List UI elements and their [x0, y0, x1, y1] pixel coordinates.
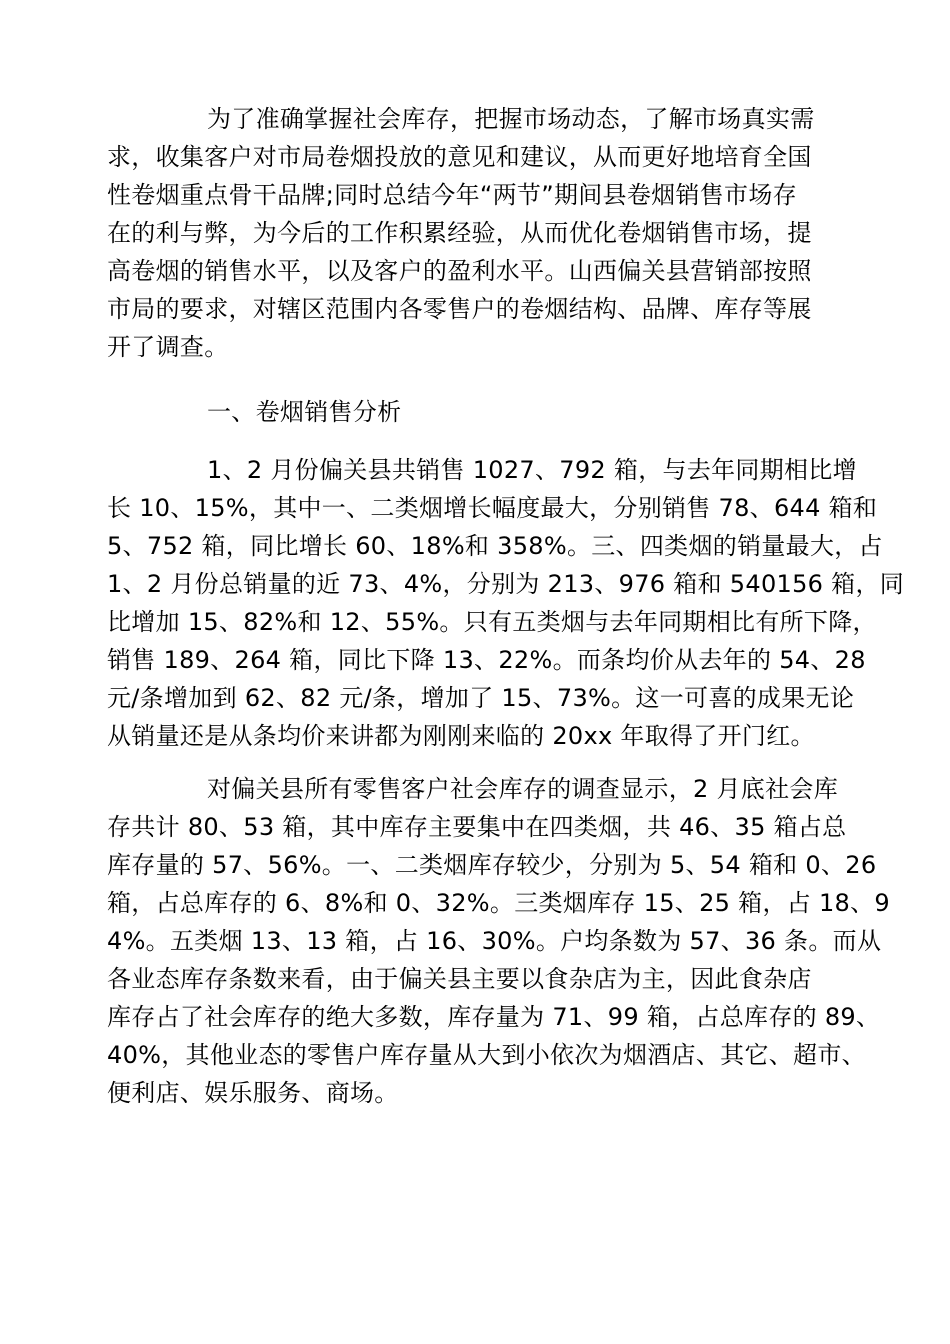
text-line: 40%，其他业态的零售户库存量从大到小依次为烟酒店、其它、超市、 [107, 1041, 866, 1069]
text-line: 存共计 80、53 箱，其中库存主要集中在四类烟，共 46、35 箱占总 [107, 813, 847, 841]
section-heading [107, 393, 867, 431]
text-line: 求，收集客户对市局卷烟投放的意见和建议，从而更好地培育全国 [107, 143, 812, 171]
heading-text: 一、卷烟销售分析 [207, 398, 402, 426]
text-line: 在的利与弊，为今后的工作积累经验，从而优化卷烟销售市场，提 [107, 219, 812, 247]
text-line: 市局的要求，对辖区范围内各零售户的卷烟结构、品牌、库存等展 [107, 295, 812, 323]
text-line: 库存占了社会库存的绝大多数，库存量为 71、99 箱，占总库存的 89、 [107, 1003, 881, 1031]
intro-paragraph [107, 100, 867, 366]
text-line: 各业态库存条数来看，由于偏关县主要以食杂店为主，因此食杂店 [107, 965, 812, 993]
text-line: 销售 189、264 箱，同比下降 13、22%。而条均价从去年的 54、28 [107, 646, 866, 674]
text-line: 对偏关县所有零售客户社会库存的调查显示，2 月底社会库 [207, 775, 838, 803]
text-line: 从销量还是从条均价来讲都为刚刚来临的 20xx 年取得了开门红。 [107, 722, 815, 750]
text-line: 1、2 月份偏关县共销售 1027、792 箱，与去年同期相比增 [207, 456, 857, 484]
text-line: 比增加 15、82%和 12、55%。只有五类烟与去年同期相比有所下降， [107, 608, 877, 636]
text-line: 便利店、娱乐服务、商场。 [107, 1079, 399, 1107]
text-line: 箱，占总库存的 6、8%和 0、32%。三类烟库存 15、25 箱，占 18、9 [107, 889, 890, 917]
text-line: 5、752 箱，同比增长 60、18%和 358%。三、四类烟的销量最大，占 [107, 532, 883, 560]
text-line: 4%。五类烟 13、13 箱，占 16、30%。户均条数为 57、36 条。而从 [107, 927, 882, 955]
text-line: 长 10、15%，其中一、二类烟增长幅度最大，分别销售 78、644 箱和 [107, 494, 878, 522]
text-line: 高卷烟的销售水平，以及客户的盈利水平。山西偏关县营销部按照 [107, 257, 812, 285]
inventory-paragraph [107, 770, 890, 1112]
text-line: 为了准确掌握社会库存，把握市场动态，了解市场真实需 [207, 105, 815, 133]
sales-analysis-paragraph [107, 451, 905, 755]
text-line: 开了调查。 [107, 333, 229, 361]
text-line: 性卷烟重点骨干品牌;同时总结今年“两节”期间县卷烟销售市场存 [107, 181, 797, 209]
text-line: 1、2 月份总销量的近 73、4%，分别为 213、976 箱和 540156 箱，同 [107, 570, 905, 598]
text-line: 元/条增加到 62、82 元/条，增加了 15、73%。这一可喜的成果无论 [107, 684, 855, 712]
text-line: 库存量的 57、56%。一、二类烟库存较少，分别为 5、54 箱和 0、26 [107, 851, 877, 879]
